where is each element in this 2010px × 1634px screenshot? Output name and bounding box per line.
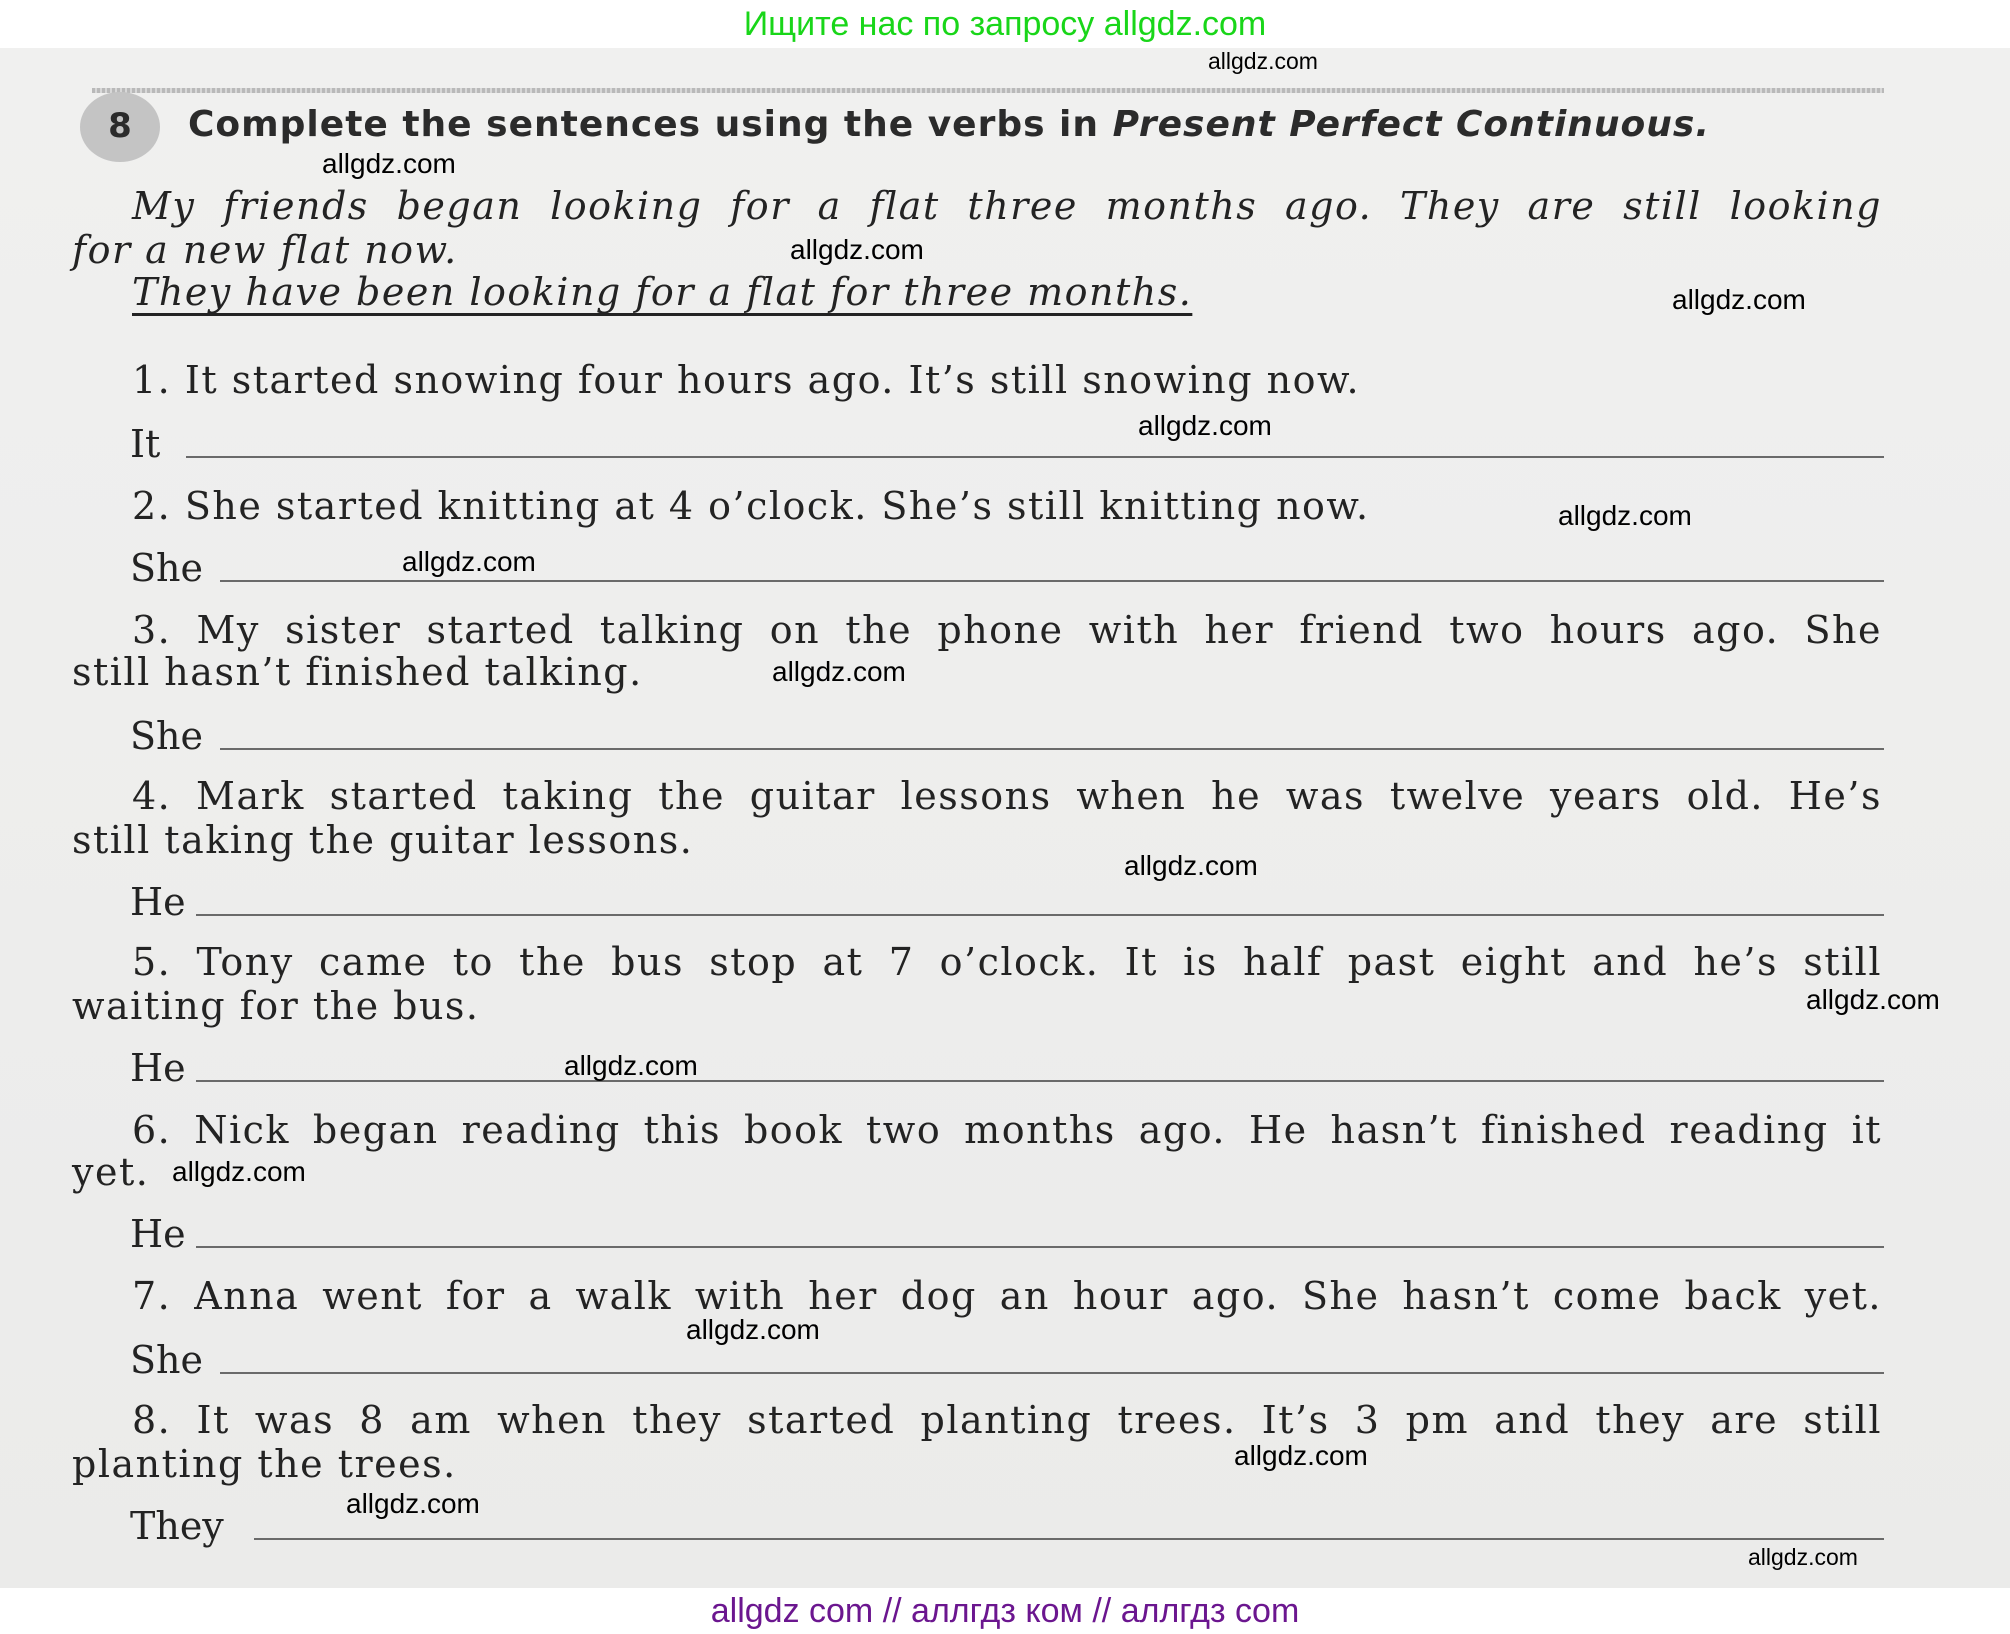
watermark: allgdz.com — [1234, 1440, 1368, 1471]
watermark: allgdz.com — [402, 546, 536, 577]
watermark: allgdz.com — [790, 234, 924, 265]
item-3-text-2: still hasn’t finished talking. — [72, 650, 643, 694]
top-divider — [92, 88, 1884, 93]
watermark: allgdz.com — [772, 656, 906, 687]
item-5-text-1: 5. Tony came to the bus stop at 7 o’clock. It is half past eight and he’s still — [132, 940, 1882, 984]
item-1-text: 1. It started snowing four hours ago. It’s still snowing now. — [132, 358, 1361, 402]
textbook-page — [0, 48, 2010, 1588]
item-8-text-1: 8. It was 8 am when they started planting trees. It’s 3 pm and they are still — [132, 1398, 1882, 1442]
watermark: allgdz.com — [1748, 1544, 1858, 1570]
item-4-text-2: still taking the guitar lessons. — [72, 818, 694, 862]
item-2-subject: She — [130, 546, 203, 590]
item-5-answer-line[interactable] — [196, 1080, 1884, 1082]
example-answer: They have been looking for a flat for three months. — [132, 270, 1193, 314]
site-footer: allgdz com // аллгдз ком // аллгдз com — [710, 1592, 1300, 1630]
watermark: allgdz.com — [1806, 984, 1940, 1015]
watermark: allgdz.com — [1208, 48, 1318, 74]
item-3-answer-line[interactable] — [220, 748, 1884, 750]
watermark: allgdz.com — [564, 1050, 698, 1081]
item-7-answer-line[interactable] — [220, 1372, 1884, 1374]
example-line-1: My friends began looking for a flat three months ago. They are still looking — [132, 184, 1882, 228]
item-7-subject: She — [130, 1338, 203, 1382]
item-5-subject: He — [130, 1046, 186, 1090]
watermark: allgdz.com — [686, 1314, 820, 1345]
watermark: allgdz.com — [1138, 410, 1272, 441]
item-4-subject: He — [130, 880, 186, 924]
item-6-subject: He — [130, 1212, 186, 1256]
item-8-answer-line[interactable] — [254, 1538, 1884, 1540]
example-line-2: for a new flat now. — [72, 228, 458, 272]
exercise-number-badge: 8 — [80, 92, 160, 162]
item-7-text: 7. Anna went for a walk with her dog an hour ago. She hasn’t come back yet. — [132, 1274, 1882, 1318]
watermark: allgdz.com — [172, 1156, 306, 1187]
watermark: allgdz.com — [1558, 500, 1692, 531]
item-2-text: 2. She started knitting at 4 o’clock. She’s still knitting now. — [132, 484, 1370, 528]
watermark: allgdz.com — [346, 1488, 480, 1519]
item-6-text-2: yet. — [72, 1150, 150, 1194]
item-6-answer-line[interactable] — [196, 1246, 1884, 1248]
site-banner: Ищите нас по запросу allgdz.com — [743, 5, 1267, 43]
item-3-text-1: 3. My sister started talking on the phone with her friend two hours ago. She — [132, 608, 1882, 652]
item-8-subject: They — [130, 1504, 224, 1548]
watermark: allgdz.com — [1124, 850, 1258, 881]
item-5-text-2: waiting for the bus. — [72, 984, 480, 1028]
item-2-answer-line[interactable] — [220, 580, 1884, 582]
item-1-answer-line[interactable] — [186, 456, 1884, 458]
watermark: allgdz.com — [1672, 284, 1806, 315]
instruction-text: Complete the sentences using the verbs in — [188, 104, 1113, 145]
item-4-answer-line[interactable] — [196, 914, 1884, 916]
instruction-tense: Present Perfect Continuous. — [1112, 104, 1711, 145]
exercise-instruction — [188, 104, 1710, 145]
item-8-text-2: planting the trees. — [72, 1442, 457, 1486]
item-3-subject: She — [130, 714, 203, 758]
item-6-text-1: 6. Nick began reading this book two months ago. He hasn’t finished reading it — [132, 1108, 1882, 1152]
item-1-subject: It — [130, 422, 161, 466]
item-4-text-1: 4. Mark started taking the guitar lessons when he was twelve years old. He’s — [132, 774, 1882, 818]
watermark: allgdz.com — [322, 148, 456, 179]
